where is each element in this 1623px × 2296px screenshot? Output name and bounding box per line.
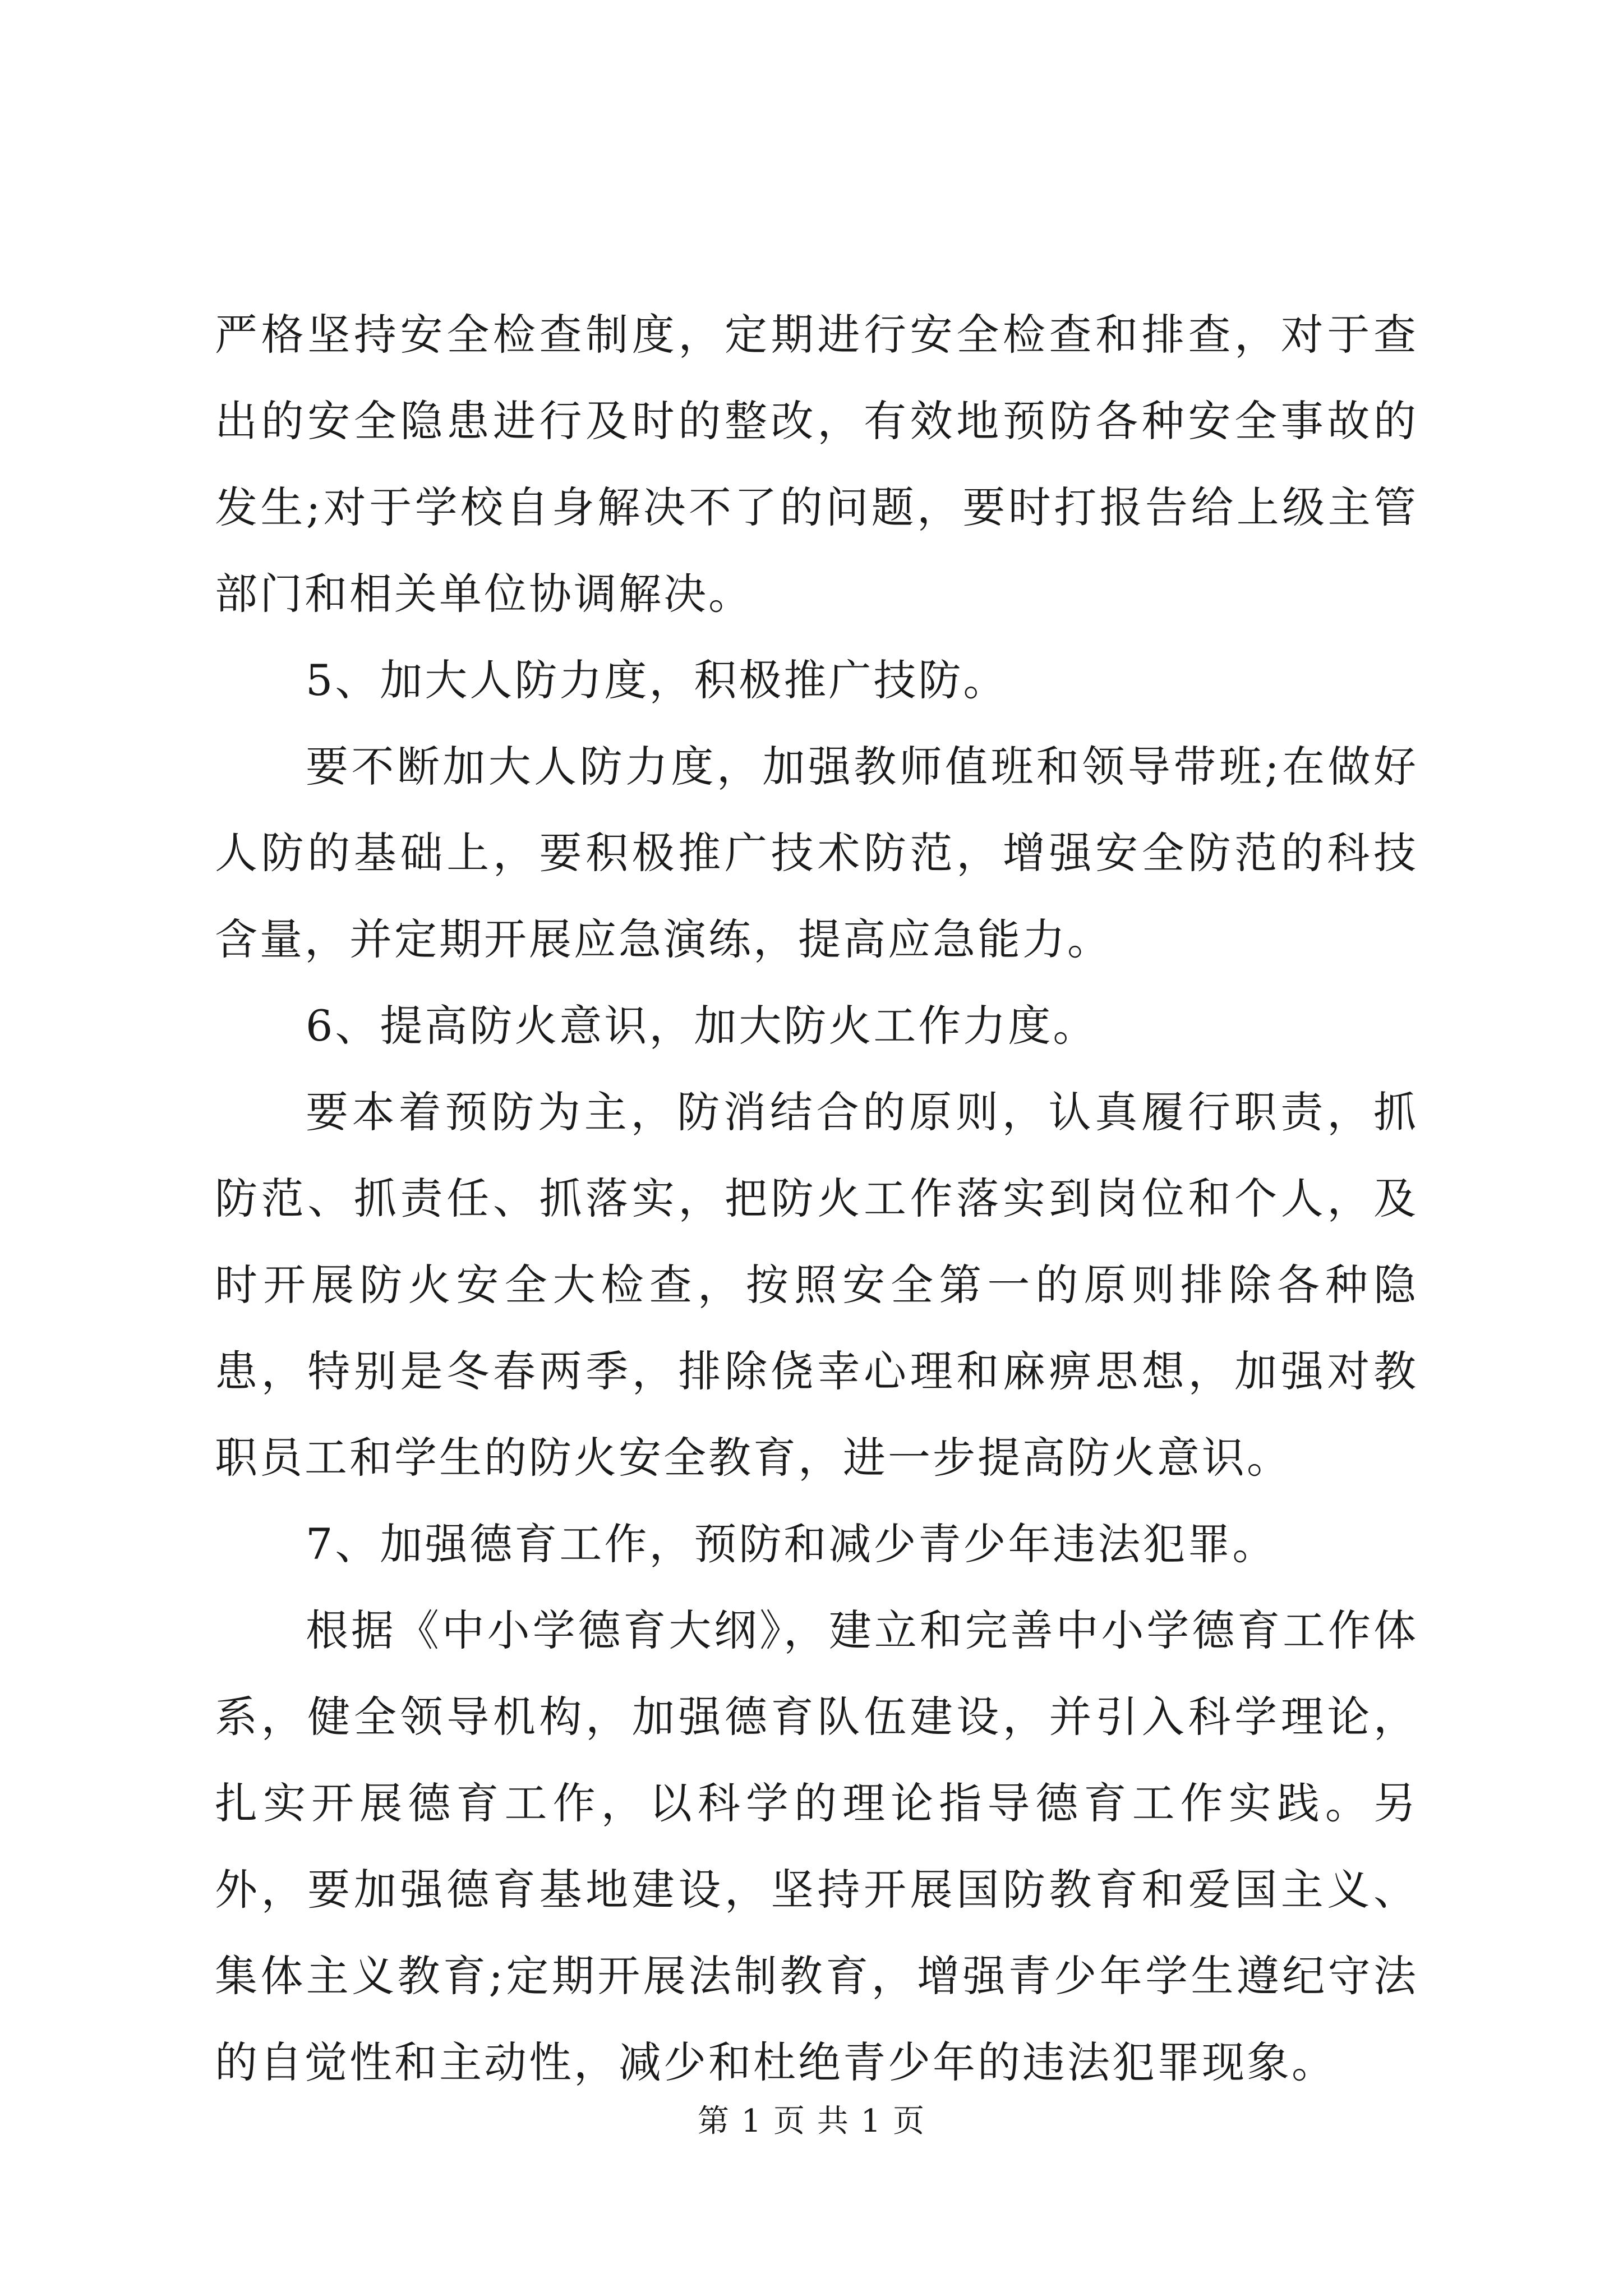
document-body [215, 292, 1418, 2106]
heading-item-7: 7、加强德育工作，预防和减少青少年违法犯罪。 [306, 1519, 1278, 1569]
page-footer [0, 2099, 1623, 2144]
paragraph-continuation: 严格坚持安全检查制度，定期进行安全检查和排查，对于查出的安全隐患进行及时的整改，有效地预防各种安全事故的发生;对于学校自身解决不了的问题，要时打报告给上级主管部门和相关单位协调解决。 [215, 310, 1418, 619]
paragraph-item-6: 要本着预防为主，防消结合的原则，认真履行职责，抓防范、抓责任、抓落实，把防火工作落实到岗位和个人，及时开展防火安全大检查，按照安全第一的原则排除各种隐患，特别是冬春两季，排除侥幸心理和麻痹思想，加强对教职员工和学生的防火安全教育，进一步提高防火意识。 [215, 1087, 1418, 1483]
heading-item-6: 6、提高防火意识，加大防火工作力度。 [306, 1001, 1098, 1051]
paragraph-item-7: 根据《中小学德育大纲》，建立和完善中小学德育工作体系，健全领导机构，加强德育队伍建设，并引入科学理论，扎实开展德育工作，以科学的理论指导德育工作实践。另外，要加强德育基地建设，坚持开展国防教育和爱国主义、集体主义教育;定期开展法制教育，增强青少年学生遵纪守法的自觉性和主动性，减少和杜绝青少年的违法犯罪现象。 [215, 1605, 1418, 2087]
heading-item-5: 5、加大人防力度，积极推广技防。 [306, 655, 1008, 705]
paragraph-item-5: 要不断加大人防力度，加强教师值班和领导带班;在做好人防的基础上，要积极推广技术防范，增强安全防范的科技含量，并定期开展应急演练，提高应急能力。 [215, 742, 1418, 964]
page-number-label: 第 1 页 共 1 页 [697, 2103, 926, 2139]
